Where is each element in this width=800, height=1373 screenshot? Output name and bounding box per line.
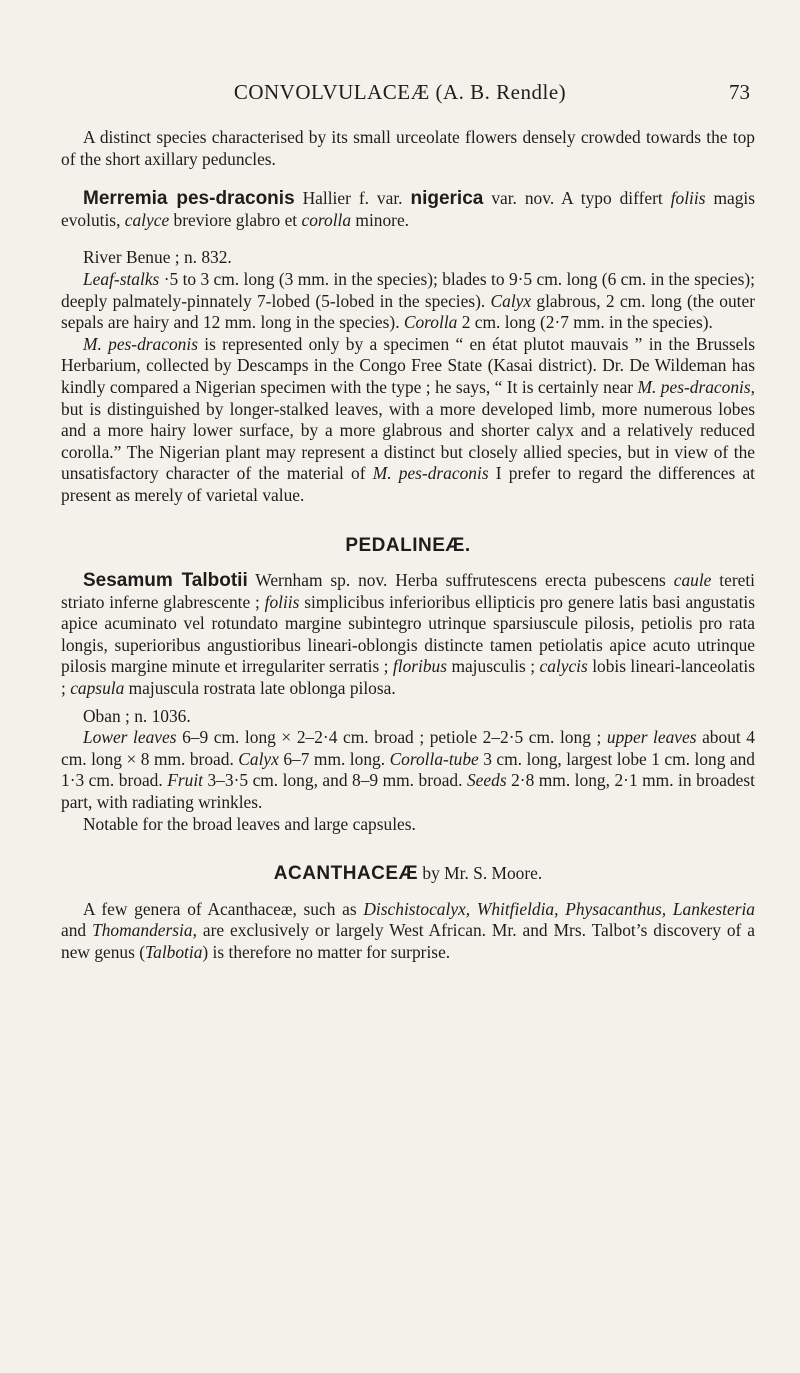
variety-name: nigerica: [410, 188, 484, 210]
page-header: [0, 80, 800, 112]
merremia-diagnosis: Merremia pes-draconis Hallier f. var. nigerica var. nov. A typo differt foliis magis evolutis, calyce breviore glabro et corolla minore.: [61, 188, 755, 230]
intro-paragraph: A distinct species characterised by its small urceolate flowers densely crowded towards the top of the short axillary peduncles.: [61, 127, 755, 169]
sesamum-notable: Notable for the broad leaves and large capsules.: [83, 813, 416, 834]
page-body: [61, 127, 755, 964]
merremia-locality: River Benue ; n. 832.: [83, 247, 232, 268]
sesamum-description: Lower leaves 6–9 cm. long × 2–2·4 cm. broad ; petiole 2–2·5 cm. long ; upper leaves about 4 cm. long × 8 mm. broad. Calyx 6–7 mm. long. Corolla-tube 3 cm. long, largest lobe 1 cm. long and 1·3 cm. broad. Fruit 3–3·5 cm. long, and 8–9 mm. broad. Seeds 2·8 mm. long, 2·1 mm. in broadest part, with radiating wrinkles.: [61, 727, 755, 813]
merremia-description: Leaf-stalks ·5 to 3 cm. long (3 mm. in the species); blades to 9·5 cm. long (6 cm. in the species); deeply palmately-pinnately 7-lobed (5-lobed in the species). Calyx glabrous, 2 cm. long (the outer sepals are hairy and 12 mm. long in the species). Corolla 2 cm. long (2·7 mm. in the species).: [61, 268, 755, 333]
section-title-acanthaceae: ACANTHACEÆ: [273, 863, 419, 885]
page-number: 73: [729, 80, 750, 104]
running-head: CONVOLVULACEÆ (A. B. Rendle): [233, 80, 567, 104]
species-name: Merremia pes-draconis: [83, 188, 295, 210]
acanthaceae-paragraph: A few genera of Acanthaceæ, such as Dischistocalyx, Whitfieldia, Physacanthus, Lankesteria and Thomandersia, are exclusively or largely West African. Mr. and Mrs. Talbot’s discovery of a new genus (Talbotia) is therefore no matter for surprise.: [61, 898, 755, 962]
sesamum-locality: Oban ; n. 1036.: [83, 705, 191, 726]
sesamum-diagnosis: Sesamum Talbotii Wernham sp. nov. Herba suffrutescens erecta pubescens caule tereti striato inferne glabrescente ; foliis simplicibus inferioribus ellipticis pro genere latis basi angustatis apice acuminato vel rotundato margine subintegro utrinque sparsiuscule pilosis, petiolis pro rata longis, superioribus angustioribus lineari-oblongis distincte tamen petiolatis apice acuto utrinque pilosis margine minute et irregulariter serratis ; floribus majusculis ; calycis lobis lineari-lanceolatis ; capsula majuscula rostrata late oblonga pilosa.: [61, 570, 756, 699]
section-heading-acanthaceae: [61, 863, 755, 885]
section-title-pedalineae: PEDALINEÆ.: [345, 534, 471, 556]
species-name: Sesamum Talbotii: [83, 570, 248, 592]
section-byline: by Mr. S. Moore.: [418, 863, 543, 884]
merremia-notes: M. pes-draconis is represented only by a specimen “ en état plutot mauvais ” in the Brussels Herbarium, collected by Descamps in the Congo Free State (Kasai district). Dr. De Wildeman has kindly compared a Nigerian specimen with the type ; he says, “ It is certainly near M. pes-draconis, but is distinguished by longer-stalked leaves, with a more developed limb, more numerous lobes and a more hairy lower surface, by a more glabrous and shorter calyx and a relatively reduced corolla.” The Nigerian plant may represent a distinct but closely allied species, but in view of the unsatisfactory character of the material of M. pes-draconis I prefer to regard the differences at present as merely of varietal value.: [61, 333, 756, 505]
